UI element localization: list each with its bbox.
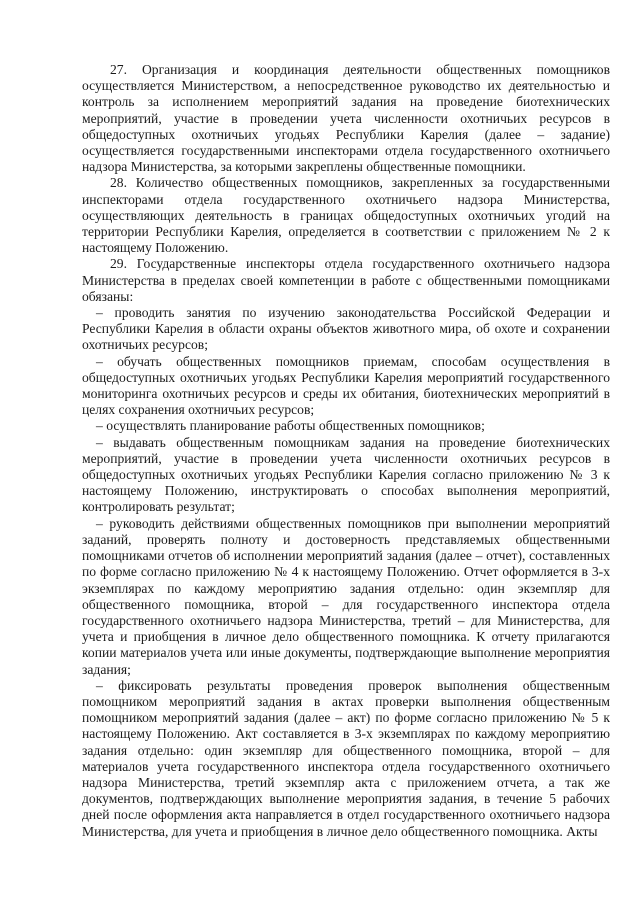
document-page [82,62,610,840]
list-item-train-assistants: – обучать общественных помощников приемам, способам осуществления в общедоступных охотничьих угодьях Республики Карелия мероприятий государственного мониторинга охотничьих ресурсов и среды их обитания, биотехнических мероприятий в целях сохранения охотничьих ресурсов; [82,353,610,418]
list-item-record-inspections: – фиксировать результаты проведения проверок выполнения общественным помощником мероприятий задания в актах проверки выполнения общественным помощником мероприятий задания (далее – акт) по форме согласно приложению № 5 к настоящему Положению. Акт составляется в 3-х экземплярах по каждому мероприятию задания отдельно: один экземпляр для общественного помощника, второй – для материалов учета государственного инспектора отдела государственного охотничьего надзора Министерства, третий экземпляр акта с приложением отчета, а так же документов, подтверждающих выполнение мероприятия задания, в течение 5 рабочих дней после оформления акта направляется в отдел государственного охотничьего надзора Министерства, для учета и приобщения в личное дело общественного помощника. Акты [82,677,610,839]
list-item-direct-actions: – руководить действиями общественных помощников при выполнении мероприятий заданий, проверять полноту и достоверность представляемых общественными помощниками отчетов об исполнении мероприятий задания (далее – отчет), составленных по форме согласно приложению № 4 к настоящему Положению. Отчет оформляется в 3-х экземплярах по каждому мероприятию задания отдельно: один экземпляр для общественного помощника, второй – для государственного инспектора отдела государственного охотничьего надзора Министерства, третий – для Министерства, для учета и приобщения в личное дело общественного помощника. К отчету прилагаются копии материалов учета или иные документы, подтверждающие выполнение мероприятия задания; [82,515,610,677]
list-item-plan-work: – осуществлять планирование работы общественных помощников; [96,418,485,434]
paragraph-27: 27. Организация и координация деятельности общественных помощников осуществляется Министерством, а непосредственное руководство их деятельностью и контроль за исполнением мероприятий задания на проведение биотехнических мероприятий, участие в проведении учета численности охотничьих ресурсов в общедоступных охотничьих угодьях Республики Карелия (далее – задание) осуществляется государственными инспекторами отдела государственного охотничьего надзора Министерства, за которыми закреплены общественные помощники. [82,62,610,175]
list-item-issue-tasks: – выдавать общественным помощникам задания на проведение биотехнических мероприятий, участие в проведении учета численности охотничьих ресурсов в общедоступных охотничьих угодьях Республики Карелия согласно приложению № 3 к настоящему Положению, инструктировать о способах выполнения мероприятий, контролировать результат; [82,434,610,515]
paragraph-29: 29. Государственные инспекторы отдела государственного охотничьего надзора Министерства в пределах своей компетенции в работе с общественными помощниками обязаны: [82,256,610,304]
list-item-conduct-classes: – проводить занятия по изучению законодательства Российской Федерации и Республики Карелия в области охраны объектов животного мира, об охоте и сохранении охотничьих ресурсов; [82,305,610,353]
paragraph-28: 28. Количество общественных помощников, закрепленных за государственными инспекторами отдела государственного охотничьего надзора Министерства, осуществляющих деятельность в границах общедоступных охотничьих угодий на территории Республики Карелия, определяется в соответствии с приложением № 2 к настоящему Положению. [82,175,610,256]
